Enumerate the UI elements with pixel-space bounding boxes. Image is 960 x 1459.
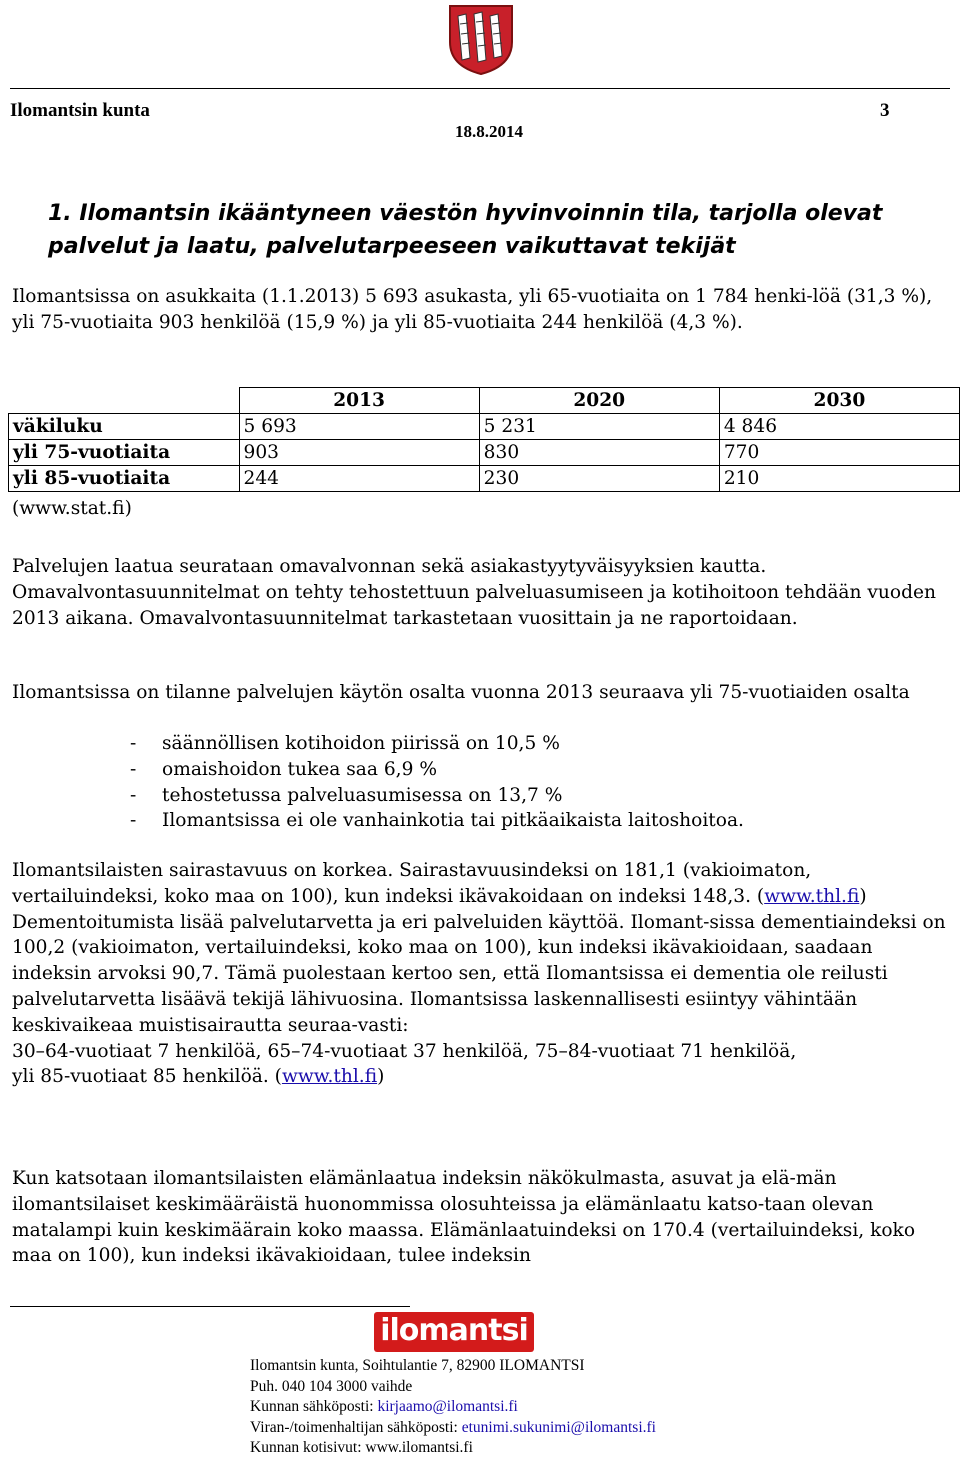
morbidity-paragraph: [12, 858, 952, 1090]
footer-rule: [10, 1306, 410, 1307]
footer-phone: Puh. 040 104 3000 vaihde: [250, 1377, 413, 1395]
list-item-text: Ilomantsissa ei ole vanhainkotia tai pitkäaikaista laitoshoitoa.: [162, 810, 744, 832]
quality-paragraph: Palvelujen laatua seurataan omavalvonnan sekä asiakastyytyväisyyksien kautta. Omavalvontasuunnitelmat on tehty tehostettuun palveluasumiseen ja kotihoitoon tehdään vuoden 2013 aikana. Omavalvontasuunnitelmat tarkastetaan vuosittain ja ne raportoidaan.: [12, 556, 936, 629]
logo-text: ilomantsi: [380, 1313, 528, 1348]
year-header: 2020: [479, 388, 719, 414]
page-number: 3: [880, 100, 890, 121]
footer-website-line: [250, 1438, 656, 1459]
footer-staff-email-label: Viran-/toimenhaltijan sähköposti:: [250, 1418, 462, 1436]
list-item-text: tehostetussa palveluasumisessa on 13,7 %: [162, 784, 563, 806]
header-rule: [10, 88, 950, 89]
list-item: [130, 757, 744, 783]
footer-website-label: Kunnan kotisivut:: [250, 1439, 366, 1457]
table-cell: 210: [719, 466, 959, 492]
list-dash: -: [130, 784, 137, 806]
list-item-text: omaishoidon tukea saa 6,9 %: [162, 758, 437, 780]
table-cell: 830: [479, 440, 719, 466]
intro-paragraph: Ilomantsissa on asukkaita (1.1.2013) 5 693 asukasta, yli 65-vuotiaita on 1 784 henki-löä (31,3 %), yli 75-vuotiaita 903 henkilöä (15,9 %) ja yli 85-vuotiaita 244 henkilöä (4,3 %).: [12, 286, 933, 333]
table-cell: 230: [479, 466, 719, 492]
table-cell: 5 693: [239, 414, 479, 440]
services-intro-paragraph: Ilomantsissa on tilanne palvelujen käytön osalta vuonna 2013 seuraava yli 75-vuotiaiden osalta: [12, 682, 910, 703]
table-row: [9, 466, 960, 492]
list-dash: -: [130, 810, 137, 832]
table-row: [9, 414, 960, 440]
row-label: väkiluku: [9, 414, 240, 440]
year-header: 2013: [239, 388, 479, 414]
list-item: [130, 808, 744, 834]
coat-of-arms-icon: [444, 2, 518, 76]
thl-link[interactable]: www.thl.fi: [281, 1066, 378, 1088]
table-cell: 5 231: [479, 414, 719, 440]
morbidity-text: ) Dementoitumista lisää palvelutarvetta ja eri palveluiden käyttöä. Ilomant-sissa dementiaindeksi on 100,2 (vakioimaton, vertailuindeksi, koko maa on 100), kun indeksi ikävakioidaan, saadaan indeksin arvoksi 90,7. Tämä puolestaan kertoo sen, että Ilomantsissa ei dementia ole reilusti palvelutarvetta lisäävä tekijä lähivuosina. Ilomantsissa laskennallisesti esiintyy vähintään keskivaikeaa muistisairautta seuraa-vasti:: [12, 885, 946, 1036]
thl-link[interactable]: www.thl.fi: [764, 885, 860, 907]
table-cell: 903: [239, 440, 479, 466]
list-item: [130, 783, 744, 809]
year-header: 2030: [719, 388, 959, 414]
table-header-row: [9, 388, 960, 414]
footer-staff-email-link[interactable]: etunimi.sukunimi@ilomantsi.fi: [461, 1418, 656, 1436]
service-list: [130, 731, 744, 834]
footer-email-label: Kunnan sähköposti:: [250, 1398, 378, 1416]
footer-website-link[interactable]: www.ilomantsi.fi: [365, 1439, 473, 1457]
morbidity-text: Ilomantsilaisten sairastavuus on korkea. Sairastavuusindeksi on 181,1 (vakioimaton, vertailuindeksi, koko maa on 100), kun indeksi ikävakoidaan on indeksi 148,3. (: [12, 860, 812, 907]
row-label: yli 85-vuotiaita: [9, 466, 240, 492]
table-cell: 4 846: [719, 414, 959, 440]
list-item: [130, 731, 744, 757]
list-dash: -: [130, 758, 137, 780]
footer-email-line: [250, 1397, 656, 1418]
section-heading: 1. Ilomantsin ikääntyneen väestön hyvinvoinnin tila, tarjolla olevat palvelut ja laatu, palvelutarpeeseen vaikuttavat tekijät: [48, 201, 883, 259]
table-source: (www.stat.fi): [12, 498, 132, 519]
ilomantsi-logo: [374, 1312, 534, 1352]
table-cell: 244: [239, 466, 479, 492]
org-name: Ilomantsin kunta: [10, 100, 150, 121]
table-corner-cell: [9, 388, 240, 414]
morbidity-age-line: 30–64-vuotiaat 7 henkilöä, 65–74-vuotiaat 37 henkilöä, 75–84-vuotiaat 71 henkilöä,: [12, 1040, 797, 1062]
morbidity-text: ): [377, 1066, 385, 1088]
footer-contact: [250, 1356, 656, 1459]
quality-of-life-paragraph: Kun katsotaan ilomantsilaisten elämänlaatua indeksin näkökulmasta, asuvat ja elä-män ilomantsilaiset keskimääräistä huonommissa olosuhteissa ja elämänlaatu katso-taan olevan matalampi kuin keskimäärain koko maassa. Elämänlaatuindeksi on 170.4 (vertailuindeksi, koko maa on 100), kun indeksi ikävakioidaan, tulee indeksin: [12, 1168, 916, 1267]
list-dash: -: [130, 733, 137, 754]
population-table: [8, 387, 960, 492]
table-cell: 770: [719, 440, 959, 466]
morbidity-text: yli 85-vuotiaat 85 henkilöä. (: [12, 1066, 282, 1088]
row-label: yli 75-vuotiaita: [9, 440, 240, 466]
document-date: 18.8.2014: [455, 122, 523, 141]
footer-address: Ilomantsin kunta, Soihtulantie 7, 82900 ILOMANTSI: [250, 1357, 585, 1374]
list-item-text: säännöllisen kotihoidon piirissä on 10,5 %: [162, 733, 560, 754]
footer-email-link[interactable]: kirjaamo@ilomantsi.fi: [377, 1398, 518, 1416]
table-row: [9, 440, 960, 466]
footer-staff-email-line: [250, 1418, 656, 1439]
